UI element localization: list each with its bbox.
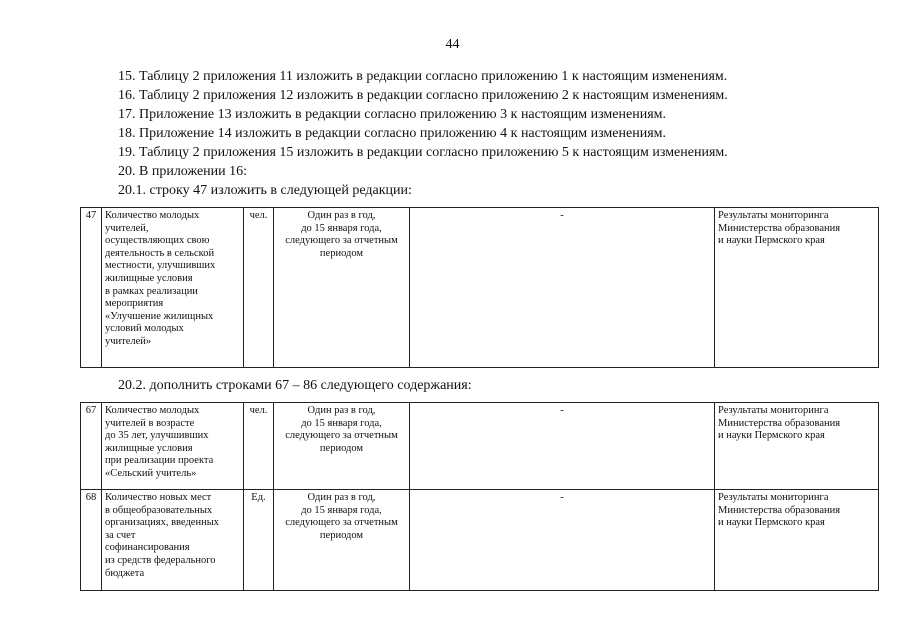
indicator-line: осуществляющих свою — [105, 235, 210, 247]
source-line: Министерства образования — [718, 222, 841, 234]
indicator-line: до 35 лет, улучшивших — [105, 430, 209, 442]
frequency-line: следующего за отчетным — [285, 235, 398, 247]
source-line: Результаты мониторинга — [718, 492, 829, 503]
indicator-line: из средств федерального — [105, 554, 216, 566]
source-cell — [715, 490, 879, 591]
indicator-line: учителей» — [105, 335, 152, 347]
indicator-line: условий молодых — [105, 323, 184, 335]
frequency-line: периодом — [319, 247, 364, 259]
paragraph-19: 19. Таблицу 2 приложения 15 изложить в редакции согласно приложению 5 к настоящим изменениям. — [118, 145, 728, 160]
indicator-line: Количество молодых — [105, 210, 200, 221]
row-number: 47 — [81, 208, 102, 368]
frequency-cell — [274, 490, 410, 591]
source-line: и науки Пермского края — [718, 235, 825, 247]
source-line: и науки Пермского края — [718, 430, 825, 442]
source-cell — [715, 208, 879, 368]
paragraph-20-1: 20.1. строку 47 изложить в следующей редакции: — [118, 183, 412, 198]
source-line: Результаты мониторинга — [718, 210, 829, 221]
indicator-name-cell — [102, 208, 244, 368]
frequency-line: следующего за отчетным — [285, 430, 398, 442]
indicator-line: жилищные условия — [105, 442, 193, 454]
indicator-line: Количество молодых — [105, 405, 200, 416]
indicator-line: в рамках реализации — [105, 285, 198, 297]
unit-cell: Ед. — [244, 490, 274, 591]
table-row — [81, 490, 879, 591]
frequency-line: до 15 января года, — [301, 417, 382, 429]
source-line: Министерства образования — [718, 504, 841, 516]
unit-cell: чел. — [244, 208, 274, 368]
method-cell: - — [410, 403, 715, 490]
section-20-2-heading: 20.2. дополнить строками 67 – 86 следующего содержания: — [118, 378, 472, 393]
row-number: 68 — [81, 490, 102, 591]
frequency-line: периодом — [319, 442, 364, 454]
frequency-line: до 15 января года, — [301, 504, 382, 516]
paragraph-20: 20. В приложении 16: — [118, 164, 248, 179]
indicator-line: в общеобразовательных — [105, 504, 213, 516]
source-line: Министерства образования — [718, 417, 841, 429]
paragraph-16: 16. Таблицу 2 приложения 12 изложить в редакции согласно приложению 2 к настоящим изменениям. — [118, 88, 728, 103]
indicator-line: учителей в возрасте — [105, 417, 195, 429]
frequency-cell — [274, 403, 410, 490]
indicator-line: при реализации проекта — [105, 455, 214, 467]
row-number: 67 — [81, 403, 102, 490]
indicator-line: «Улучшение жилищных — [105, 310, 214, 322]
frequency-line: Один раз в год, — [307, 405, 376, 416]
method-cell: - — [410, 208, 715, 368]
table-row — [81, 208, 879, 368]
source-line: Результаты мониторинга — [718, 405, 829, 416]
indicator-line: мероприятия — [105, 298, 164, 310]
paragraph-18: 18. Приложение 14 изложить в редакции согласно приложению 4 к настоящим изменениям. — [118, 126, 666, 141]
indicator-name-cell — [102, 403, 244, 490]
indicator-line: деятельность в сельской — [105, 247, 215, 259]
table-row — [81, 403, 879, 490]
indicator-line: за счет — [105, 529, 136, 541]
paragraph-17: 17. Приложение 13 изложить в редакции согласно приложению 3 к настоящим изменениям. — [118, 107, 666, 122]
indicator-line: жилищные условия — [105, 272, 193, 284]
indicator-line: местности, улучшивших — [105, 260, 216, 272]
frequency-line: периодом — [319, 529, 364, 541]
frequency-line: Один раз в год, — [307, 492, 376, 503]
indicator-line: софинансирования — [105, 542, 190, 554]
indicator-line: «Сельский учитель» — [105, 467, 197, 479]
amendment-paragraphs — [118, 67, 818, 200]
frequency-line: до 15 января года, — [301, 222, 382, 234]
indicator-line: бюджета — [105, 567, 145, 579]
source-cell — [715, 403, 879, 490]
indicator-name-cell — [102, 490, 244, 591]
unit-cell: чел. — [244, 403, 274, 490]
frequency-line: Один раз в год, — [307, 210, 376, 221]
page-number: 44 — [445, 37, 460, 52]
indicator-table-row-47 — [80, 207, 879, 368]
frequency-cell — [274, 208, 410, 368]
indicator-line: организациях, введенных — [105, 517, 220, 529]
source-line: и науки Пермского края — [718, 517, 825, 529]
method-cell: - — [410, 490, 715, 591]
indicator-line: учителей, — [105, 222, 149, 234]
indicator-table-rows-67-68 — [80, 402, 879, 591]
paragraph-15: 15. Таблицу 2 приложения 11 изложить в редакции согласно приложению 1 к настоящим изменениям. — [118, 69, 728, 84]
indicator-line: Количество новых мест — [105, 492, 212, 503]
frequency-line: следующего за отчетным — [285, 517, 398, 529]
